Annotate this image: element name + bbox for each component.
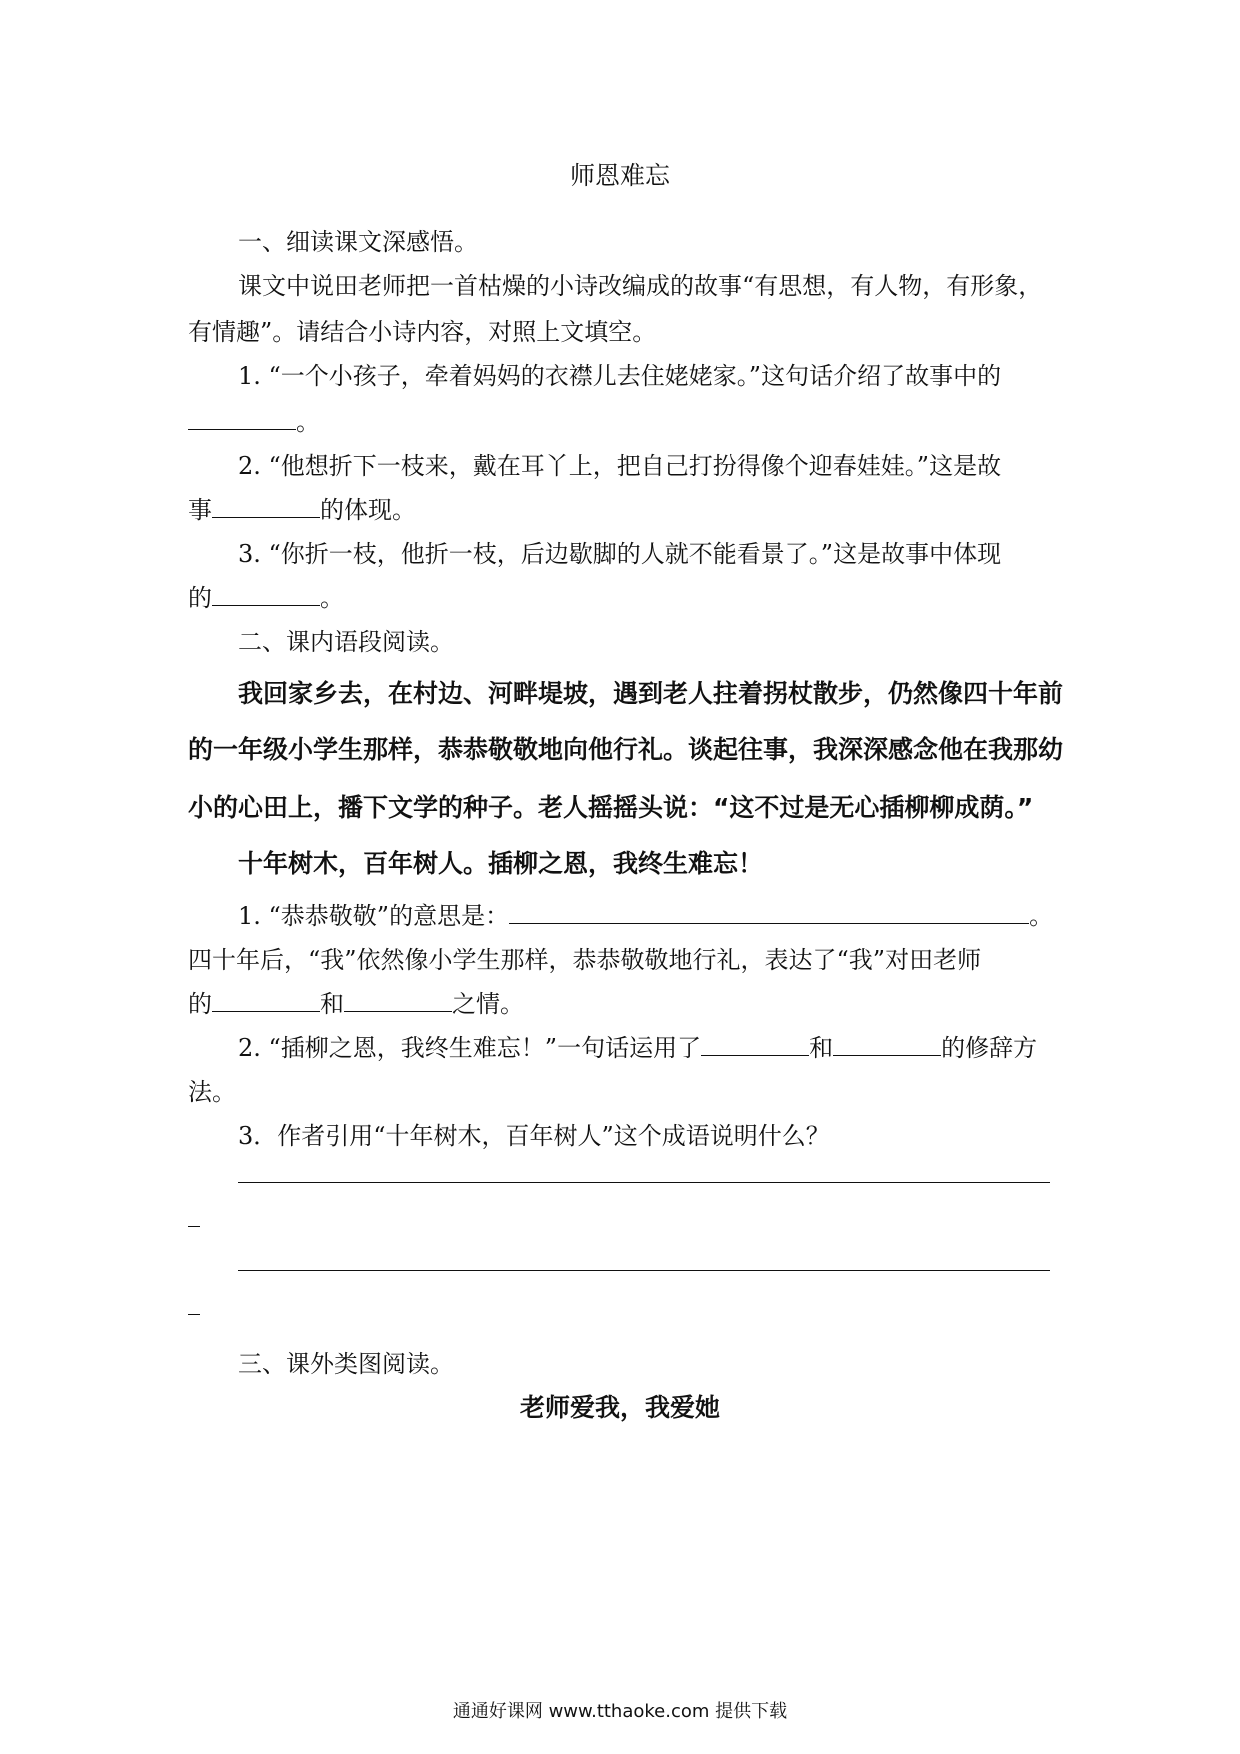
section1-heading: 一、细读课文深感悟。	[238, 228, 478, 256]
feeling1-answer-blank[interactable]	[212, 989, 320, 1012]
rhetoric2-answer-blank[interactable]	[833, 1033, 941, 1056]
section2-q1-line3: 的 和 之情。	[188, 990, 524, 1018]
section1-q2-line1: 2. “他想折下一枝来，戴在耳丫上，把自己打扮得像个迎春娃娃。”这是故	[238, 452, 1002, 480]
section2-heading: 二、课内语段阅读。	[238, 628, 454, 656]
answer-line-1-stub	[188, 1226, 200, 1227]
section1-intro-line1: 课文中说田老师把一首枯燥的小诗改编成的故事“有思想，有人物，有形象，	[238, 272, 1043, 300]
section1-q1-line2: 。	[188, 406, 320, 438]
q1-answer-blank[interactable]	[188, 407, 296, 430]
section3-heading: 三、课外类图阅读。	[238, 1350, 454, 1378]
reading-subtitle: 老师爱我，我爱她	[519, 1393, 720, 1422]
section1-q2-line2: 事 的体现。	[188, 496, 416, 524]
passage-line3: 小的心田上，播下文学的种子。老人摇摇头说：“这不过是无心插柳柳成荫。”	[188, 793, 1034, 822]
q3-answer-blank[interactable]	[212, 583, 320, 606]
section2-q2-line1: 2. “插柳之恩，我终生难忘！”一句话运用了 和 的修辞方	[238, 1034, 1038, 1062]
page-title: 师恩难忘	[569, 161, 670, 190]
section1-q1-line1: 1. “一个小孩子，牵着妈妈的衣襟儿去住姥姥家。”这句话介绍了故事中的	[238, 362, 1002, 390]
section1-q3-line1: 3. “你折一枝，他折一枝，后边歇脚的人就不能看景了。”这是故事中体现	[238, 540, 1002, 568]
section2-q1-line1: 1. “恭恭敬敬”的意思是： 。	[238, 902, 1054, 930]
passage-line2: 的一年级小学生那样，恭恭敬敬地向他行礼。谈起往事，我深深感念他在我那幼	[188, 735, 1064, 764]
footer-text: 通通好课网 www.tthaoke.com 提供下载	[452, 1701, 788, 1722]
q2-answer-blank[interactable]	[212, 495, 320, 518]
meaning-answer-blank[interactable]	[509, 901, 1029, 924]
answer-line-2[interactable]	[238, 1270, 1050, 1271]
section2-q3-line1: 3．作者引用“十年树木，百年树人”这个成语说明什么？	[238, 1122, 830, 1150]
answer-line-1[interactable]	[238, 1182, 1050, 1183]
passage-line4: 十年树木，百年树人。插柳之恩，我终生难忘！	[238, 849, 764, 878]
rhetoric1-answer-blank[interactable]	[701, 1033, 809, 1056]
section1-q3-line2: 的 。	[188, 584, 344, 612]
passage-line1: 我回家乡去，在村边、河畔堤坡，遇到老人拄着拐杖散步，仍然像四十年前	[238, 679, 1064, 708]
feeling2-answer-blank[interactable]	[344, 989, 452, 1012]
answer-line-2-stub	[188, 1314, 200, 1315]
section2-q1-line2: 四十年后，“我”依然像小学生那样，恭恭敬敬地行礼，表达了“我”对田老师	[188, 946, 982, 974]
section1-intro-line2: 有情趣”。请结合小诗内容，对照上文填空。	[188, 318, 657, 346]
section2-q2-line2: 法。	[188, 1078, 236, 1106]
